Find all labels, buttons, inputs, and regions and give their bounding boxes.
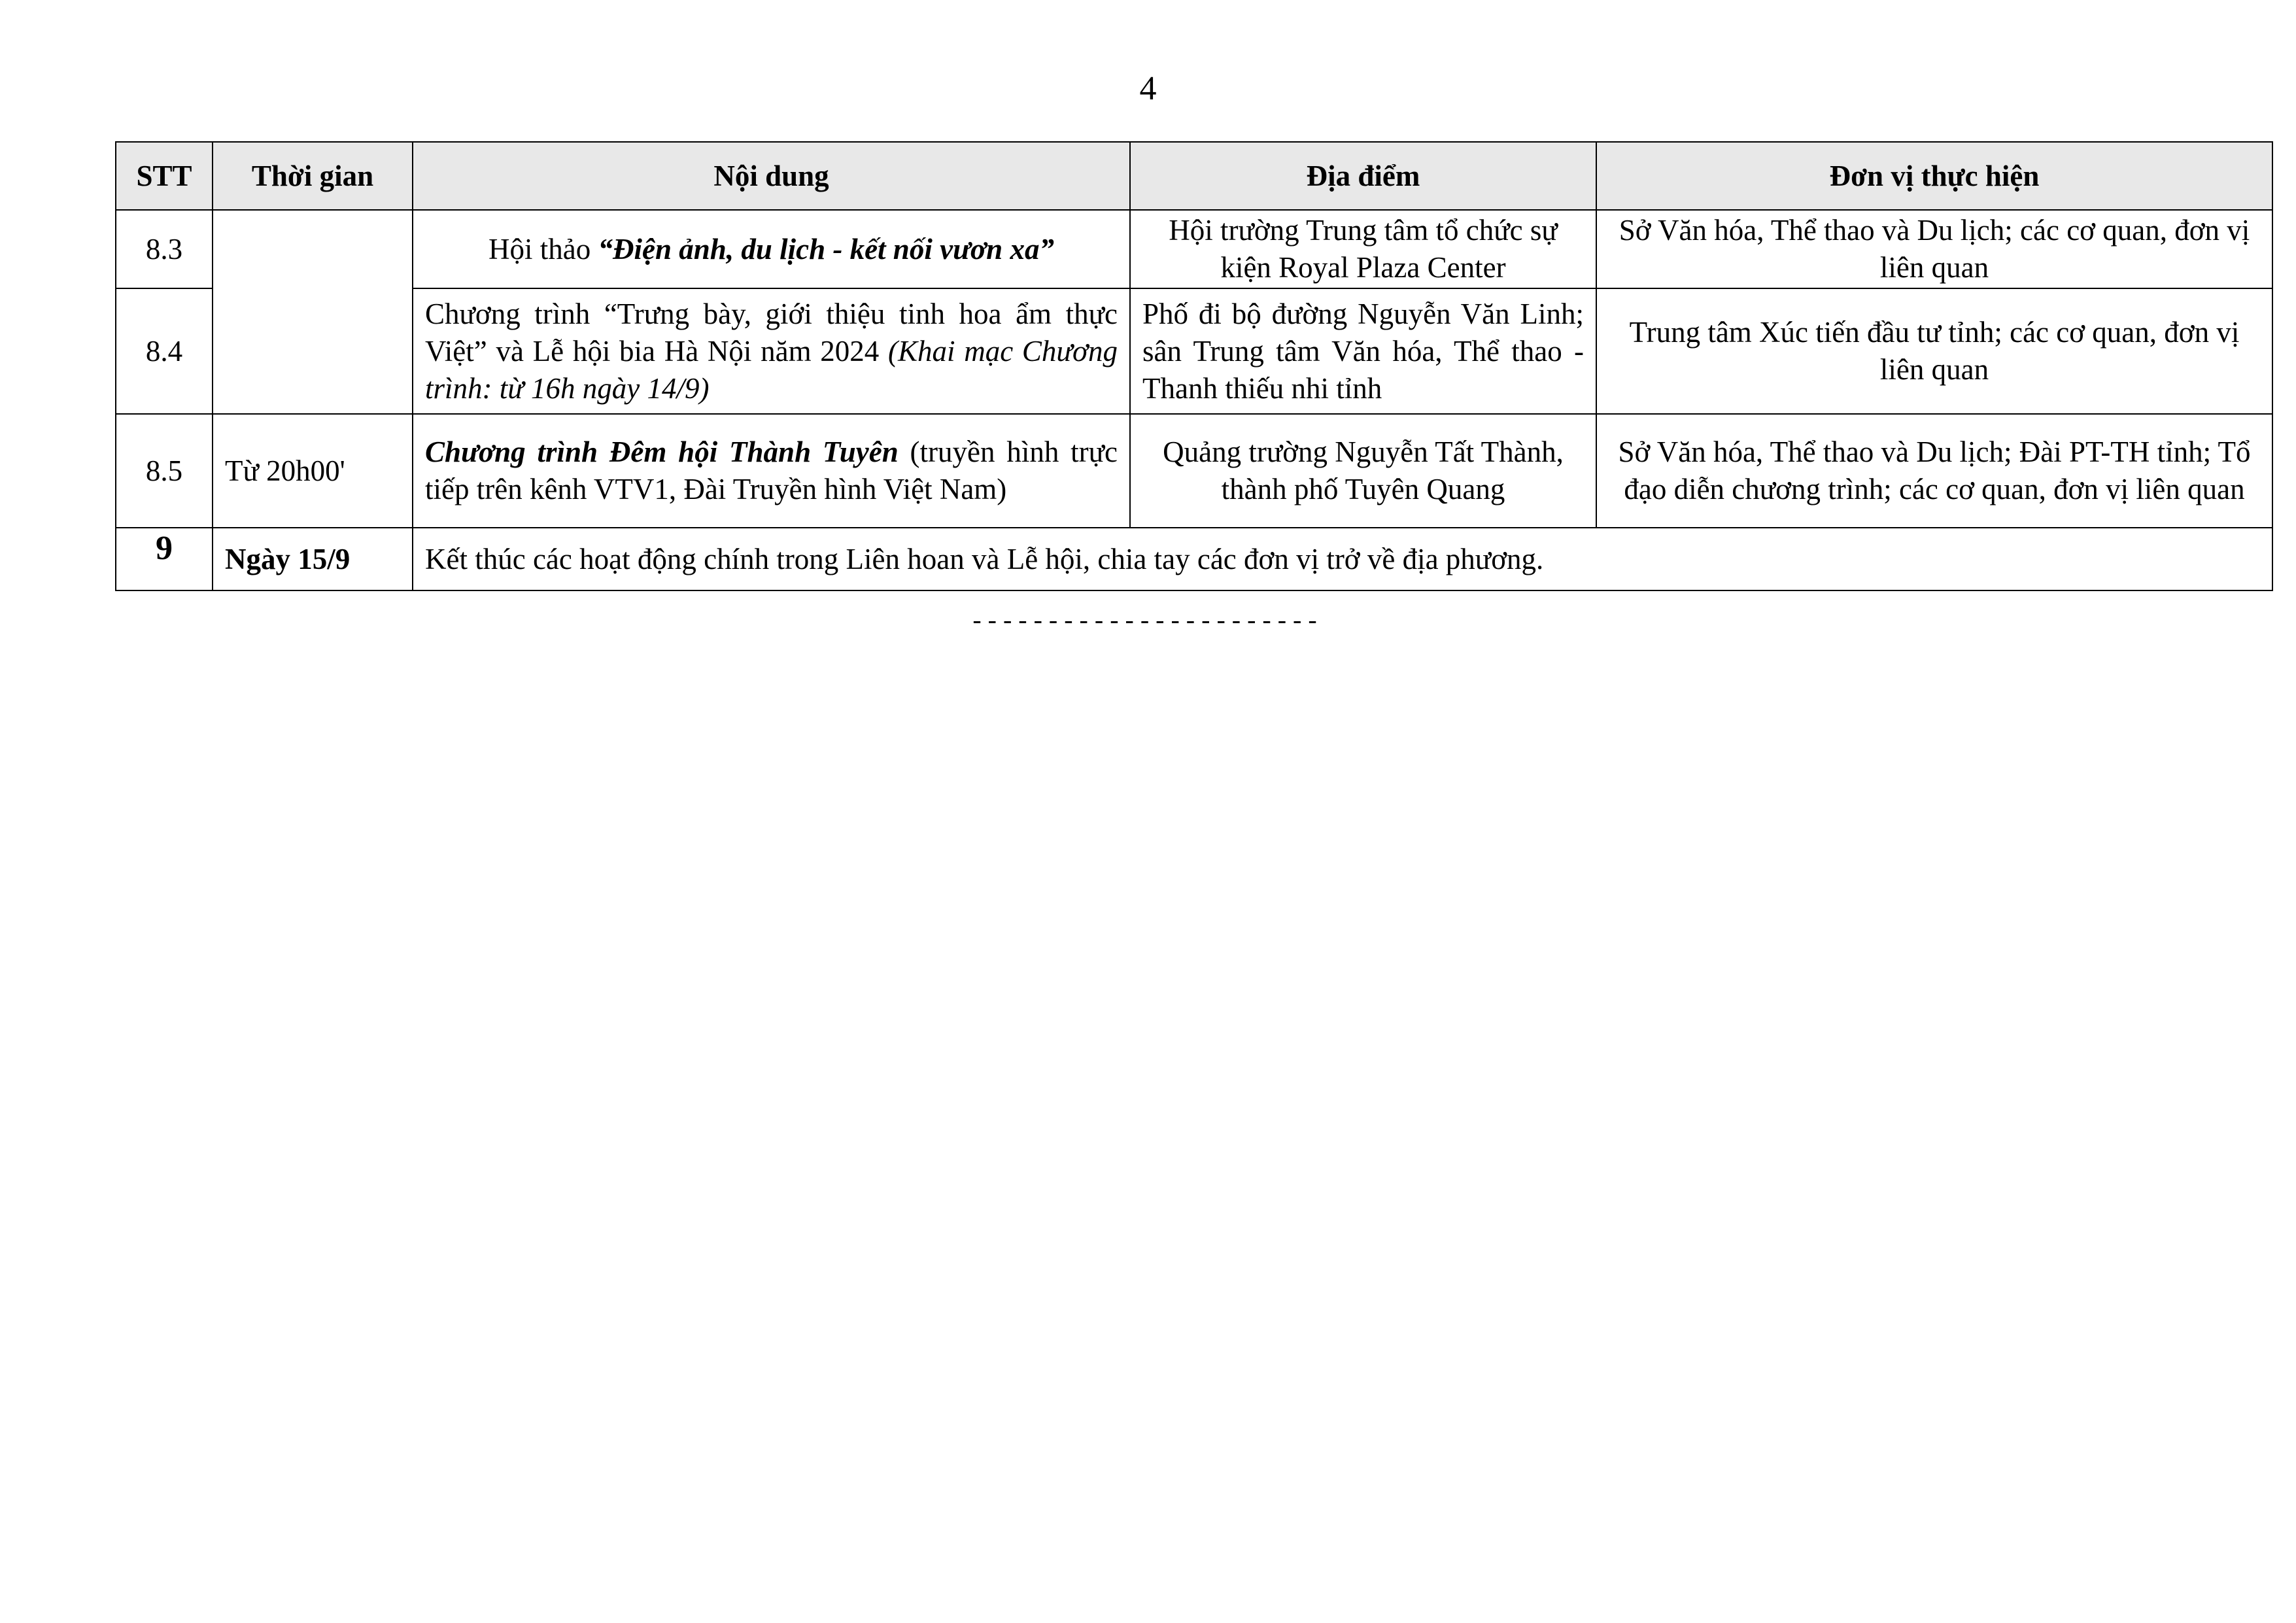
row-unit: Sở Văn hóa, Thể thao và Du lịch; Đài PT-TH tỉnh; Tổ đạo diễn chương trình; các cơ quan, đơn vị liên quan: [1596, 414, 2272, 528]
row-stt: 9: [116, 528, 213, 590]
schedule-table: [115, 141, 2273, 591]
header-content: Nội dung: [413, 142, 1130, 210]
table-row: [116, 210, 2272, 288]
row-time: [213, 210, 413, 414]
row-content: Kết thúc các hoạt động chính trong Liên hoan và Lễ hội, chia tay các đơn vị trở về địa phương.: [413, 528, 2272, 590]
row-time: Từ 20h00': [213, 414, 413, 528]
table-header-row: [116, 142, 2272, 210]
row-content: [413, 210, 1130, 288]
row-location: Hội trường Trung tâm tổ chức sự kiện Royal Plaza Center: [1130, 210, 1596, 288]
row-stt: 8.5: [116, 414, 213, 528]
row-content: [413, 414, 1130, 528]
content-text: Chương trình “Trưng bày, giới thiệu tinh hoa ẩm thực Việt” và Lễ hội bia Hà Nội năm 2024: [425, 297, 1118, 367]
row-location: Quảng trường Nguyễn Tất Thành, thành phố Tuyên Quang: [1130, 414, 1596, 528]
row-stt: 8.4: [116, 288, 213, 414]
content-note: (Khai mạc Chương trình: từ 16h ngày 14/9): [425, 334, 1118, 405]
row-content: [413, 288, 1130, 414]
row-unit: Sở Văn hóa, Thể thao và Du lịch; các cơ quan, đơn vị liên quan: [1596, 210, 2272, 288]
page-number: 4: [1139, 70, 1157, 107]
header-location: Địa điểm: [1130, 142, 1596, 210]
row-stt: 8.3: [116, 210, 213, 288]
table-row: [116, 528, 2272, 590]
table-row: [116, 288, 2272, 414]
content-title: Chương trình Đêm hội Thành Tuyên: [425, 436, 899, 468]
content-text: (truyền hình trực tiếp trên kênh VTV1, Đài Truyền hình Việt Nam): [425, 436, 1118, 505]
row-time: Ngày 15/9: [213, 528, 413, 590]
header-unit: Đơn vị thực hiện: [1596, 142, 2272, 210]
header-time: Thời gian: [213, 142, 413, 210]
header-stt: STT: [116, 142, 213, 210]
table-row: [116, 414, 2272, 528]
content-title: “Điện ảnh, du lịch - kết nối vươn xa”: [598, 232, 1054, 265]
content-text: Hội thảo: [488, 232, 598, 265]
row-location: Phố đi bộ đường Nguyễn Văn Linh; sân Trung tâm Văn hóa, Thể thao - Thanh thiếu nhi tỉnh: [1130, 288, 1596, 414]
end-of-document-divider: -----------------------: [972, 605, 1324, 634]
row-unit: Trung tâm Xúc tiến đầu tư tỉnh; các cơ quan, đơn vị liên quan: [1596, 288, 2272, 414]
